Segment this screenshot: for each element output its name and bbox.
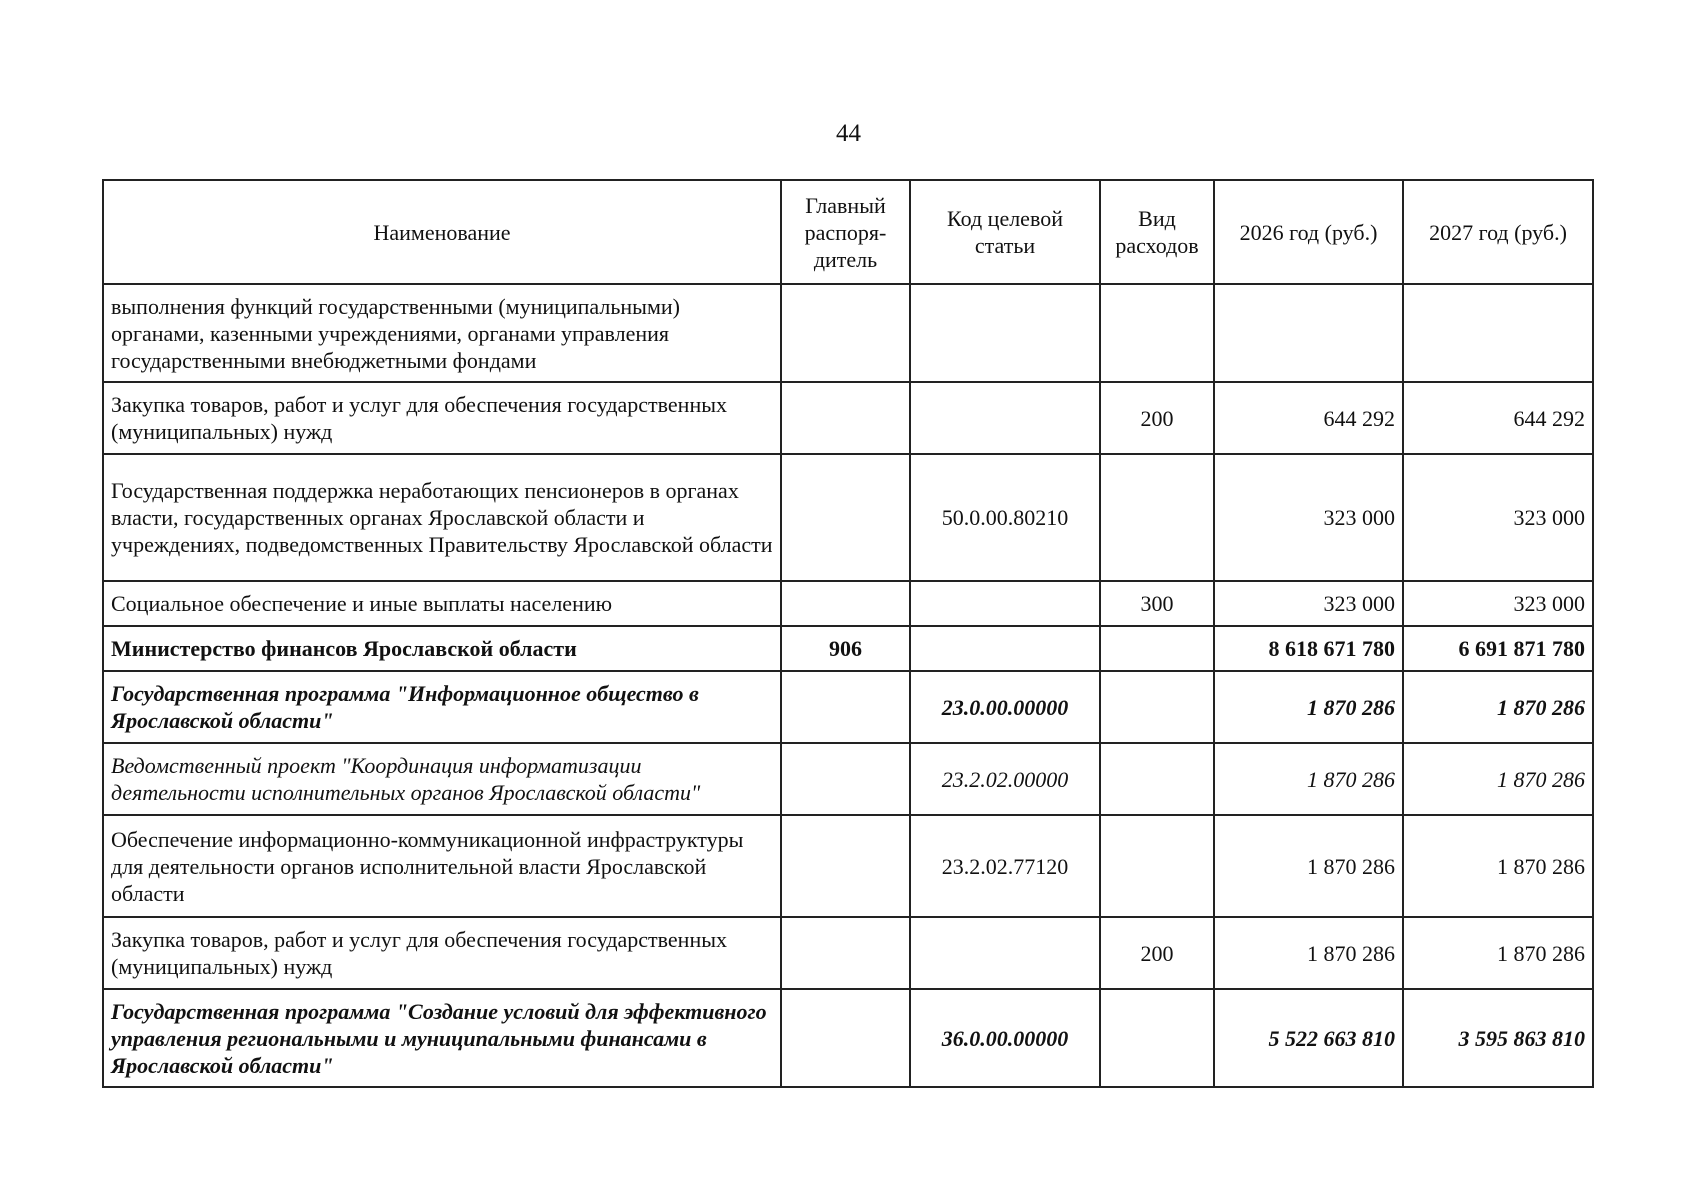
row-2027: 1 870 286 [1403,917,1593,989]
row-2026: 1 870 286 [1214,743,1403,815]
row-kind [1100,743,1214,815]
table-row [103,989,1593,1087]
row-code [910,382,1100,454]
row-kind [1100,454,1214,581]
row-kind [1100,671,1214,743]
table-row [103,917,1593,989]
row-2027: 323 000 [1403,454,1593,581]
row-code [910,284,1100,382]
row-2027: 644 292 [1403,382,1593,454]
row-name: Социальное обеспечение и иные выплаты населению [103,581,781,626]
row-kind: 300 [1100,581,1214,626]
row-manager [781,284,910,382]
row-2026: 5 522 663 810 [1214,989,1403,1087]
row-code: 36.0.00.00000 [910,989,1100,1087]
row-name: Ведомственный проект "Координация информатизации деятельности исполнительных органов Ярославской области" [103,743,781,815]
row-manager [781,743,910,815]
table-row [103,284,1593,382]
row-2027: 1 870 286 [1403,815,1593,917]
row-2026 [1214,284,1403,382]
header-name: Наименование [103,180,781,284]
row-name: Закупка товаров, работ и услуг для обеспечения государственных (муниципальных) нужд [103,917,781,989]
row-manager [781,917,910,989]
table-row [103,581,1593,626]
row-2026: 1 870 286 [1214,917,1403,989]
row-code: 23.2.02.00000 [910,743,1100,815]
header-code: Код целевой статьи [910,180,1100,284]
row-code [910,917,1100,989]
header-manager: Главный распоря-дитель [781,180,910,284]
header-kind: Вид расходов [1100,180,1214,284]
row-2027: 3 595 863 810 [1403,989,1593,1087]
row-code: 23.0.00.00000 [910,671,1100,743]
row-name: Обеспечение информационно-коммуникационной инфраструктуры для деятельности органов исполнительной власти Ярославской области [103,815,781,917]
table-row [103,454,1593,581]
row-2027: 6 691 871 780 [1403,626,1593,671]
row-name: Закупка товаров, работ и услуг для обеспечения государственных (муниципальных) нужд [103,382,781,454]
row-name: Государственная поддержка неработающих пенсионеров в органах власти, государственных органах Ярославской области и учреждениях, подведомственных Правительству Ярославской области [103,454,781,581]
row-kind: 200 [1100,917,1214,989]
row-code: 23.2.02.77120 [910,815,1100,917]
row-manager [781,815,910,917]
row-2026: 1 870 286 [1214,815,1403,917]
row-manager [781,382,910,454]
row-manager [781,671,910,743]
row-name: Государственная программа "Информационное общество в Ярославской области" [103,671,781,743]
row-name: Министерство финансов Ярославской области [103,626,781,671]
row-2026: 323 000 [1214,454,1403,581]
row-kind: 200 [1100,382,1214,454]
table-header-row [103,180,1593,284]
table-row [103,382,1593,454]
row-2026: 323 000 [1214,581,1403,626]
row-2026: 1 870 286 [1214,671,1403,743]
row-name: выполнения функций государственными (муниципальными) органами, казенными учреждениями, органами управления государственными внебюджетными фондами [103,284,781,382]
page-number: 44 [836,120,861,147]
table-row [103,815,1593,917]
row-2027 [1403,284,1593,382]
row-manager: 906 [781,626,910,671]
header-2027: 2027 год (руб.) [1403,180,1593,284]
row-kind [1100,284,1214,382]
row-2026: 8 618 671 780 [1214,626,1403,671]
row-2027: 323 000 [1403,581,1593,626]
row-name: Государственная программа "Создание условий для эффективного управления региональными и муниципальными финансами в Ярославской области" [103,989,781,1087]
row-manager [781,989,910,1087]
row-code [910,581,1100,626]
table-row [103,743,1593,815]
row-kind [1100,626,1214,671]
row-2026: 644 292 [1214,382,1403,454]
table-row [103,626,1593,671]
row-2027: 1 870 286 [1403,671,1593,743]
row-manager [781,581,910,626]
row-code: 50.0.00.80210 [910,454,1100,581]
row-code [910,626,1100,671]
row-manager [781,454,910,581]
row-kind [1100,815,1214,917]
row-kind [1100,989,1214,1087]
table-row [103,671,1593,743]
row-2027: 1 870 286 [1403,743,1593,815]
budget-table [102,179,1594,1088]
header-2026: 2026 год (руб.) [1214,180,1403,284]
